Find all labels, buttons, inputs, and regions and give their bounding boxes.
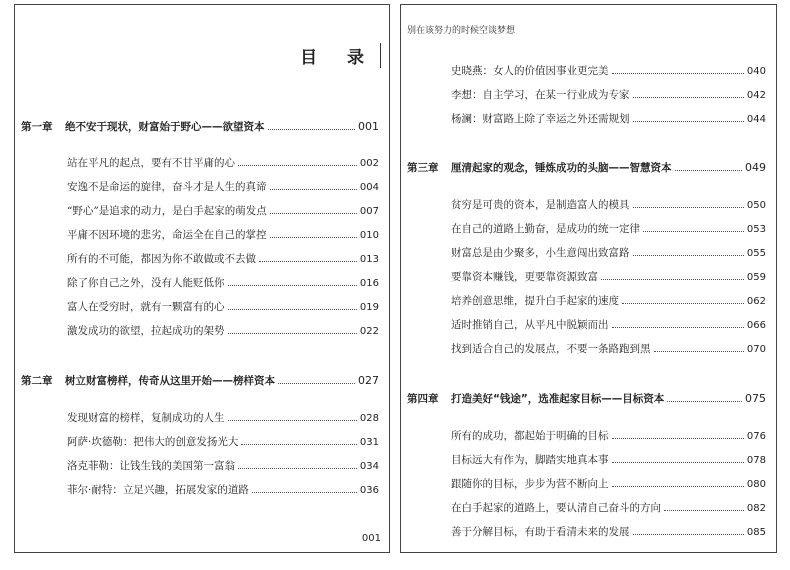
toc-entry[interactable] (451, 428, 766, 443)
entry-title: 目标远大有作为，脚踏实地真本事 (451, 454, 609, 466)
chapter-number: 第三章 (407, 162, 439, 174)
chapter-number: 第四章 (407, 393, 439, 405)
entry-page: 034 (359, 461, 379, 472)
chapter-number: 第二章 (21, 375, 53, 387)
toc-entry[interactable] (451, 500, 766, 515)
leader-dots (238, 165, 357, 166)
entry-page: 050 (746, 200, 766, 211)
entry-page: 004 (359, 182, 379, 193)
leader-dots (633, 255, 744, 256)
toc-entry[interactable] (451, 197, 766, 212)
toc-entry[interactable] (451, 269, 766, 284)
toc-entry[interactable] (451, 221, 766, 236)
entry-page: 076 (746, 431, 766, 442)
leader-dots (633, 121, 744, 122)
entry-title: 平庸不因环境的悲劣，命运全在自己的掌控 (67, 229, 267, 241)
entry-page: 002 (359, 158, 379, 169)
entry-title: 站在平凡的起点，要有不甘平庸的心 (67, 157, 235, 169)
chapter-title: 树立财富榜样，传奇从这里开始——榜样资本 (65, 375, 275, 387)
entry-title: 善于分解目标，有助于看清未来的发展 (451, 526, 630, 538)
toc-entry[interactable] (451, 245, 766, 260)
toc-entry[interactable] (451, 111, 766, 126)
toc-entry[interactable] (67, 482, 379, 497)
toc-entry[interactable] (67, 155, 379, 170)
leader-dots (278, 383, 355, 384)
entry-title: 李想：自主学习，在某一行业成为专家 (451, 89, 630, 101)
entry-page: 066 (746, 320, 766, 331)
entry-page: 062 (746, 296, 766, 307)
entry-page: 080 (746, 479, 766, 490)
entry-page: 036 (359, 485, 379, 496)
entry-page: 031 (359, 437, 379, 448)
toc-entry[interactable] (451, 87, 766, 102)
entry-page: 019 (359, 302, 379, 313)
toc-entry[interactable] (451, 341, 766, 356)
entry-title: 财富总是由少聚多，小生意闯出致富路 (451, 247, 630, 259)
entry-page: 082 (746, 503, 766, 514)
toc-entry[interactable] (67, 251, 379, 266)
chapter-number: 第一章 (21, 121, 53, 133)
leader-dots (612, 73, 744, 74)
leader-dots (633, 207, 744, 208)
leader-dots (228, 333, 357, 334)
leader-dots (675, 170, 743, 171)
leader-dots (268, 129, 356, 130)
entry-title: 安逸不是命运的旋律，奋斗才是人生的真谛 (67, 181, 267, 193)
toc-entry[interactable] (451, 63, 766, 78)
toc-title: 目 录 (300, 43, 381, 68)
entry-page: 010 (359, 230, 379, 241)
toc-entry[interactable] (67, 179, 379, 194)
leader-dots (612, 486, 744, 487)
leader-dots (270, 213, 357, 214)
entry-title: 跟随你的目标，步步为营不断向上 (451, 478, 609, 490)
toc-entry[interactable] (67, 299, 379, 314)
leader-dots (654, 351, 744, 352)
chapter-title: 打造美好“钱途”，选准起家目标——目标资本 (451, 393, 665, 405)
entry-title: 除了你自己之外，没有人能贬低你 (67, 277, 225, 289)
leader-dots (601, 279, 744, 280)
entry-page: 028 (359, 413, 379, 424)
entry-page: 053 (746, 224, 766, 235)
chapter-heading[interactable] (21, 119, 379, 134)
page-folio: 001 (361, 533, 381, 544)
leader-dots (228, 420, 357, 421)
toc-entry[interactable] (451, 524, 766, 539)
toc-entry[interactable] (67, 434, 379, 449)
entry-title: 史晓燕：女人的价值因事业更完美 (451, 65, 609, 77)
chapter-page: 001 (358, 120, 379, 133)
entry-title: 杨澜：财富路上除了幸运之外还需规划 (451, 113, 630, 125)
leader-dots (612, 462, 744, 463)
entry-page: 022 (359, 326, 379, 337)
running-header: 别在该努力的时候空谈梦想 (407, 26, 516, 36)
chapter-title: 厘清起家的观念，锤炼成功的头脑——智慧资本 (451, 162, 672, 174)
leader-dots (270, 189, 357, 190)
entry-title: 富人在受穷时，就有一颗富有的心 (67, 301, 225, 313)
chapter-heading[interactable] (407, 391, 766, 406)
toc-entry[interactable] (67, 275, 379, 290)
entry-title: 找到适合自己的发展点，不要一条路跑到黑 (451, 343, 651, 355)
entry-title: 发现财富的榜样，复制成功的人生 (67, 412, 225, 424)
leader-dots (667, 401, 742, 402)
entry-page: 070 (746, 344, 766, 355)
chapter-page: 075 (745, 392, 766, 405)
leader-dots (612, 327, 744, 328)
toc-entry[interactable] (67, 203, 379, 218)
entry-title: 培养创意思维，提升白手起家的速度 (451, 295, 619, 307)
entry-title: 要靠资本赚钱，更要靠资源致富 (451, 271, 598, 283)
chapter-heading[interactable] (407, 160, 766, 175)
chapter-heading[interactable] (21, 373, 379, 388)
entry-title: 在自己的道路上勤奋，是成功的统一定律 (451, 223, 640, 235)
toc-entry[interactable] (67, 458, 379, 473)
entry-page: 042 (746, 90, 766, 101)
entry-title: “野心”是追求的动力，是白手起家的萌发点 (67, 205, 267, 217)
entry-title: 在白手起家的道路上，要认清自己奋斗的方向 (451, 502, 661, 514)
entry-page: 044 (746, 114, 766, 125)
toc-entry[interactable] (67, 227, 379, 242)
entry-page: 085 (746, 527, 766, 538)
toc-entry[interactable] (67, 323, 379, 338)
toc-page-left (14, 4, 390, 553)
entry-page: 007 (359, 206, 379, 217)
entry-title: 激发成功的欲望，拉起成功的架势 (67, 325, 225, 337)
leader-dots (664, 510, 744, 511)
entry-title: 阿萨·坎德勒：把伟大的创意发扬光大 (67, 436, 239, 448)
entry-page: 016 (359, 278, 379, 289)
leader-dots (622, 303, 744, 304)
entry-page: 013 (359, 254, 379, 265)
entry-title: 菲尔·耐特：立足兴趣，拓展发家的道路 (67, 484, 249, 496)
entry-page: 059 (746, 272, 766, 283)
entry-title: 所有的不可能，都因为你不敢做或不去做 (67, 253, 256, 265)
entry-title: 贫穷是可贵的资本，是制造富人的模具 (451, 199, 630, 211)
entry-title: 适时推销自己，从平凡中脱颖而出 (451, 319, 609, 331)
entry-title: 洛克菲勒：让钱生钱的美国第一富翁 (67, 460, 235, 472)
toc-page-right (400, 4, 777, 553)
entry-page: 055 (746, 248, 766, 259)
toc-entry[interactable] (451, 452, 766, 467)
toc-entry[interactable] (451, 476, 766, 491)
leader-dots (228, 285, 357, 286)
chapter-page: 049 (745, 161, 766, 174)
leader-dots (228, 309, 357, 310)
leader-dots (270, 237, 357, 238)
entry-title: 所有的成功，都起始于明确的目标 (451, 430, 609, 442)
chapter-title: 绝不安于现状，财富始于野心——欲望资本 (65, 121, 265, 133)
leader-dots (633, 534, 744, 535)
toc-entry[interactable] (451, 293, 766, 308)
entry-page: 040 (746, 66, 766, 77)
leader-dots (259, 261, 357, 262)
entry-page: 078 (746, 455, 766, 466)
leader-dots (643, 231, 744, 232)
chapter-page: 027 (358, 374, 379, 387)
leader-dots (633, 97, 744, 98)
leader-dots (252, 492, 357, 493)
leader-dots (238, 468, 357, 469)
leader-dots (241, 444, 357, 445)
toc-entry[interactable] (67, 410, 379, 425)
toc-entry[interactable] (451, 317, 766, 332)
leader-dots (612, 438, 744, 439)
